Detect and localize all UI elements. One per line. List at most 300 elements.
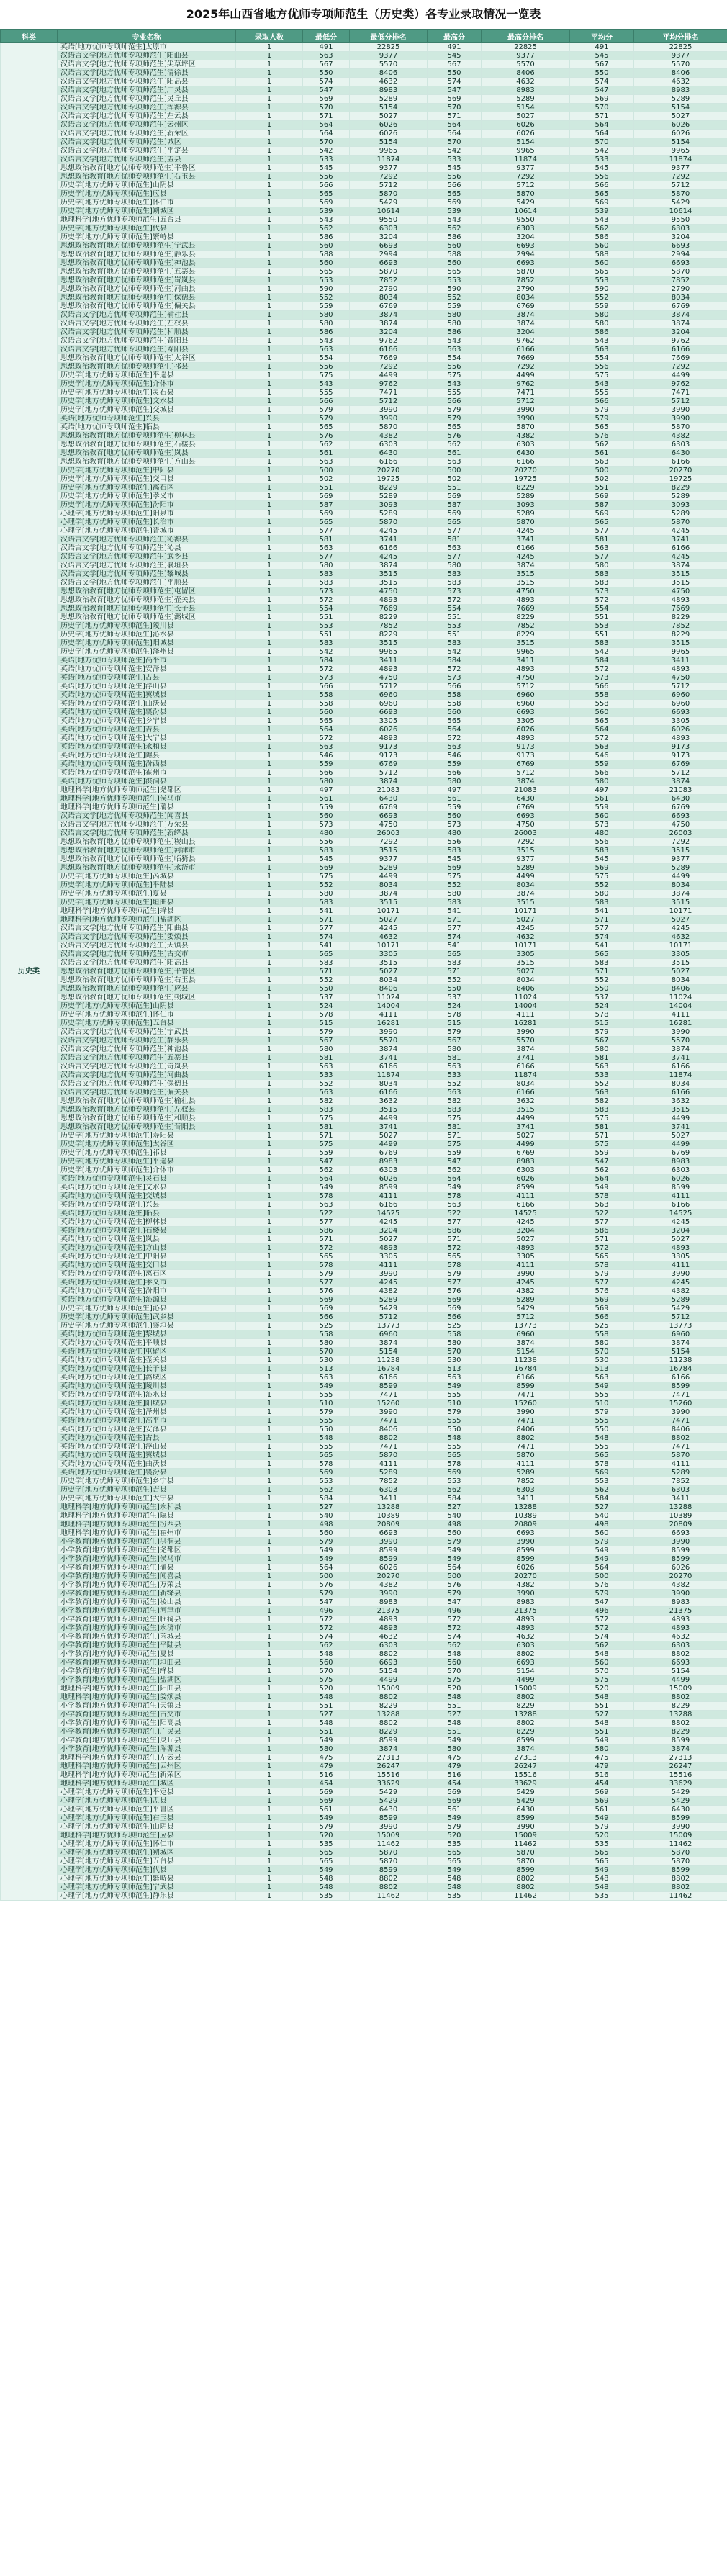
min-score-cell: 577 <box>303 1218 350 1227</box>
max-score-cell: 564 <box>428 726 482 734</box>
header-cell: 最低分排名 <box>350 30 428 43</box>
avg-score-cell: 541 <box>570 907 634 916</box>
min-score-cell: 563 <box>303 1089 350 1097</box>
max-rank-cell: 6166 <box>482 346 570 354</box>
table-row <box>1 1322 727 1330</box>
table-row <box>1 1443 727 1451</box>
major-cell: 汉语言文学[地方优师专项师范生]万荣县 <box>58 821 236 829</box>
avg-score-cell: 559 <box>570 760 634 769</box>
table-row <box>1 1693 727 1702</box>
avg-score-cell: 543 <box>570 380 634 389</box>
min-rank-cell: 5154 <box>350 1667 428 1676</box>
avg-score-cell: 564 <box>570 1175 634 1184</box>
max-score-cell: 549 <box>428 1814 482 1823</box>
count-cell: 1 <box>236 484 303 492</box>
min-rank-cell: 6026 <box>350 121 428 130</box>
max-score-cell: 565 <box>428 1857 482 1866</box>
major-cell: 小学教育[地方优师专项师范生]夏县 <box>58 1650 236 1659</box>
min-score-cell: 569 <box>303 1305 350 1313</box>
major-cell: 汉语言文学[地方优师专项师范生]灵丘县 <box>58 95 236 104</box>
count-cell: 1 <box>236 1391 303 1400</box>
avg-rank-cell: 8802 <box>634 1693 727 1702</box>
major-cell: 汉语言文学[地方优师专项师范生]武乡县 <box>58 553 236 562</box>
min-score-cell: 516 <box>303 1771 350 1780</box>
count-cell: 1 <box>236 1382 303 1391</box>
avg-rank-cell: 4893 <box>634 665 727 674</box>
max-score-cell: 580 <box>428 562 482 570</box>
min-rank-cell: 5870 <box>350 1849 428 1857</box>
max-rank-cell: 5027 <box>482 968 570 976</box>
avg-score-cell: 580 <box>570 778 634 786</box>
max-rank-cell: 7292 <box>482 173 570 181</box>
max-rank-cell: 5027 <box>482 1235 570 1244</box>
count-cell: 1 <box>236 1486 303 1495</box>
avg-score-cell: 586 <box>570 328 634 337</box>
major-cell: 历史学[地方优师专项师范生]平陆县 <box>58 881 236 890</box>
max-rank-cell: 6430 <box>482 795 570 803</box>
major-cell: 思想政治教育[地方优师专项师范生]左权县 <box>58 1106 236 1114</box>
avg-rank-cell: 8599 <box>634 1546 727 1555</box>
count-cell: 1 <box>236 1590 303 1598</box>
table-row <box>1 544 727 553</box>
min-score-cell: 565 <box>303 717 350 726</box>
avg-rank-cell: 7471 <box>634 1391 727 1400</box>
count-cell: 1 <box>236 320 303 328</box>
min-score-cell: 560 <box>303 812 350 821</box>
min-rank-cell: 4893 <box>350 665 428 674</box>
max-score-cell: 551 <box>428 1702 482 1711</box>
max-rank-cell: 5870 <box>482 423 570 432</box>
max-rank-cell: 7669 <box>482 354 570 363</box>
avg-rank-cell: 4632 <box>634 1633 727 1641</box>
min-rank-cell: 16784 <box>350 1365 428 1374</box>
count-cell: 1 <box>236 959 303 968</box>
min-rank-cell: 13773 <box>350 1322 428 1330</box>
min-score-cell: 569 <box>303 95 350 104</box>
min-score-cell: 520 <box>303 1832 350 1840</box>
count-cell: 1 <box>236 328 303 337</box>
table-row <box>1 242 727 251</box>
min-score-cell: 551 <box>303 631 350 639</box>
max-score-cell: 569 <box>428 510 482 518</box>
count-cell: 1 <box>236 510 303 518</box>
max-score-cell: 572 <box>428 1624 482 1633</box>
table-row <box>1 1814 727 1823</box>
min-score-cell: 548 <box>303 1875 350 1883</box>
major-cell: 英语[地方优师专项师范生]阳城县 <box>58 1400 236 1408</box>
table-row <box>1 95 727 104</box>
major-cell: 英语[地方优师专项师范生]高平市 <box>58 1417 236 1426</box>
major-cell: 思想政治教育[地方优师专项师范生]和顺县 <box>58 1114 236 1123</box>
avg-score-cell: 577 <box>570 553 634 562</box>
count-cell: 1 <box>236 449 303 458</box>
avg-rank-cell: 6693 <box>634 1529 727 1538</box>
avg-rank-cell: 3305 <box>634 950 727 959</box>
min-rank-cell: 6026 <box>350 130 428 138</box>
max-rank-cell: 4750 <box>482 821 570 829</box>
table-row <box>1 933 727 942</box>
max-rank-cell: 4245 <box>482 1279 570 1287</box>
count-cell: 1 <box>236 968 303 976</box>
min-rank-cell: 6166 <box>350 544 428 553</box>
table-row <box>1 1832 727 1840</box>
table-row <box>1 1616 727 1624</box>
table-row <box>1 199 727 207</box>
avg-score-cell: 548 <box>570 1650 634 1659</box>
max-score-cell: 575 <box>428 873 482 881</box>
header-cell: 录取人数 <box>236 30 303 43</box>
count-cell: 1 <box>236 518 303 527</box>
avg-rank-cell: 4245 <box>634 527 727 536</box>
major-cell: 小学教育[地方优师专项师范生]蒲县 <box>58 1564 236 1572</box>
min-score-cell: 583 <box>303 847 350 855</box>
table-row <box>1 423 727 432</box>
max-score-cell: 558 <box>428 1330 482 1339</box>
avg-score-cell: 579 <box>570 1538 634 1546</box>
table-row <box>1 1089 727 1097</box>
major-cell: 历史学[地方优师专项师范生]乡宁县 <box>58 1477 236 1486</box>
avg-score-cell: 567 <box>570 60 634 69</box>
count-cell: 1 <box>236 1426 303 1434</box>
min-rank-cell: 5712 <box>350 1313 428 1322</box>
avg-rank-cell: 3990 <box>634 406 727 415</box>
table-row <box>1 1114 727 1123</box>
max-score-cell: 479 <box>428 1762 482 1771</box>
header-cell: 最高分排名 <box>482 30 570 43</box>
major-cell: 地理科学[地方优师专项师范生]蒲县 <box>58 803 236 812</box>
major-cell: 心理学[地方优师专项师范生]盂县 <box>58 1797 236 1806</box>
min-score-cell: 587 <box>303 501 350 510</box>
table-row <box>1 976 727 985</box>
avg-rank-cell: 3632 <box>634 1097 727 1106</box>
avg-score-cell: 553 <box>570 1477 634 1486</box>
major-cell: 历史学[地方优师专项师范生]山阴县 <box>58 181 236 190</box>
count-cell: 1 <box>236 1564 303 1572</box>
avg-rank-cell: 6769 <box>634 302 727 311</box>
major-cell: 历史学[地方优师专项师范生]朔城区 <box>58 207 236 216</box>
avg-rank-cell: 4245 <box>634 553 727 562</box>
avg-rank-cell: 4111 <box>634 1192 727 1201</box>
count-cell: 1 <box>236 1434 303 1443</box>
count-cell: 1 <box>236 441 303 449</box>
table-row <box>1 1244 727 1253</box>
min-score-cell: 579 <box>303 1538 350 1546</box>
count-cell: 1 <box>236 1261 303 1270</box>
major-cell: 地理科学[地方优师专项师范生]城区 <box>58 1780 236 1788</box>
table-row <box>1 596 727 605</box>
max-score-cell: 558 <box>428 691 482 700</box>
max-score-cell: 565 <box>428 1253 482 1261</box>
table-row <box>1 1192 727 1201</box>
table-row <box>1 1080 727 1089</box>
avg-rank-cell: 4893 <box>634 734 727 743</box>
min-rank-cell: 4632 <box>350 933 428 942</box>
major-cell: 小学教育[地方优师专项师范生]阳高县 <box>58 1719 236 1728</box>
min-rank-cell: 2994 <box>350 251 428 259</box>
avg-score-cell: 580 <box>570 890 634 899</box>
count-cell: 1 <box>236 683 303 691</box>
max-score-cell: 559 <box>428 302 482 311</box>
header-cell: 最高分 <box>428 30 482 43</box>
max-score-cell: 522 <box>428 1210 482 1218</box>
min-score-cell: 556 <box>303 173 350 181</box>
count-cell: 1 <box>236 216 303 225</box>
max-rank-cell: 8599 <box>482 1866 570 1875</box>
min-rank-cell: 11024 <box>350 994 428 1002</box>
min-rank-cell: 8034 <box>350 294 428 302</box>
min-rank-cell: 4893 <box>350 1244 428 1253</box>
min-rank-cell: 7292 <box>350 173 428 181</box>
min-rank-cell: 3874 <box>350 320 428 328</box>
header-cell: 平均分 <box>570 30 634 43</box>
min-score-cell: 475 <box>303 1754 350 1762</box>
table-row <box>1 1771 727 1780</box>
page-title: 2025年山西省地方优师专项师范生（历史类）各专业录取情况一览表 <box>186 7 541 21</box>
avg-rank-cell: 5027 <box>634 1132 727 1140</box>
min-score-cell: 578 <box>303 1261 350 1270</box>
max-rank-cell: 5429 <box>482 1305 570 1313</box>
max-rank-cell: 7471 <box>482 1417 570 1426</box>
avg-rank-cell: 16784 <box>634 1365 727 1374</box>
avg-rank-cell: 6430 <box>634 795 727 803</box>
table-row <box>1 631 727 639</box>
min-rank-cell: 7669 <box>350 605 428 613</box>
major-cell: 心理学[地方优师专项师范生]晋城市 <box>58 527 236 536</box>
major-cell: 汉语言文学[地方优师专项师范生]偏关县 <box>58 1089 236 1097</box>
min-rank-cell: 20270 <box>350 1572 428 1581</box>
max-rank-cell: 8802 <box>482 1693 570 1702</box>
min-rank-cell: 6303 <box>350 1641 428 1650</box>
major-cell: 历史学[地方优师专项师范生]中阳县 <box>58 467 236 475</box>
major-cell: 汉语言文学[地方优师专项师范生]云州区 <box>58 121 236 130</box>
avg-rank-cell: 5289 <box>634 1296 727 1305</box>
max-rank-cell: 8599 <box>482 1555 570 1564</box>
major-cell: 心理学[地方优师专项师范生]阳泉市 <box>58 510 236 518</box>
count-cell: 1 <box>236 631 303 639</box>
min-rank-cell: 11874 <box>350 156 428 164</box>
max-score-cell: 540 <box>428 1512 482 1521</box>
max-rank-cell: 2994 <box>482 251 570 259</box>
min-score-cell: 571 <box>303 112 350 121</box>
avg-rank-cell: 4893 <box>634 1244 727 1253</box>
min-rank-cell: 8802 <box>350 1875 428 1883</box>
major-cell: 思想政治教育[地方优师专项师范生]柳林县 <box>58 432 236 441</box>
min-score-cell: 563 <box>303 743 350 752</box>
count-cell: 1 <box>236 95 303 104</box>
max-rank-cell: 5289 <box>482 492 570 501</box>
major-cell: 历史学[地方优师专项师范生]夏县 <box>58 890 236 899</box>
max-score-cell: 549 <box>428 1866 482 1875</box>
count-cell: 1 <box>236 415 303 423</box>
min-rank-cell: 9377 <box>350 855 428 864</box>
min-score-cell: 552 <box>303 976 350 985</box>
avg-score-cell: 555 <box>570 389 634 397</box>
min-score-cell: 543 <box>303 337 350 346</box>
avg-rank-cell: 3874 <box>634 890 727 899</box>
min-rank-cell: 9550 <box>350 216 428 225</box>
major-cell: 思想政治教育[地方优师专项师范生]太谷区 <box>58 354 236 363</box>
max-score-cell: 552 <box>428 1080 482 1089</box>
count-cell: 1 <box>236 1780 303 1788</box>
min-rank-cell: 8599 <box>350 1382 428 1391</box>
min-score-cell: 564 <box>303 1564 350 1572</box>
table-row <box>1 1140 727 1149</box>
max-rank-cell: 6769 <box>482 760 570 769</box>
min-score-cell: 548 <box>303 1693 350 1702</box>
avg-rank-cell: 21375 <box>634 1607 727 1616</box>
count-cell: 1 <box>236 760 303 769</box>
major-cell: 心理学[地方优师专项师范生]繁峙县 <box>58 1875 236 1883</box>
major-cell: 思想政治教育[地方优师专项师范生]临猗县 <box>58 855 236 864</box>
table-row <box>1 890 727 899</box>
max-rank-cell: 8983 <box>482 86 570 95</box>
avg-score-cell: 552 <box>570 881 634 890</box>
min-rank-cell: 5154 <box>350 138 428 147</box>
max-score-cell: 583 <box>428 579 482 587</box>
max-score-cell: 567 <box>428 60 482 69</box>
max-rank-cell: 3741 <box>482 1123 570 1132</box>
min-score-cell: 571 <box>303 1132 350 1140</box>
major-cell: 汉语言文学[地方优师专项师范生]五寨县 <box>58 1054 236 1063</box>
max-rank-cell: 5570 <box>482 60 570 69</box>
max-score-cell: 497 <box>428 786 482 795</box>
min-rank-cell: 6769 <box>350 760 428 769</box>
min-rank-cell: 3990 <box>350 1538 428 1546</box>
max-rank-cell: 5289 <box>482 510 570 518</box>
avg-rank-cell: 33629 <box>634 1780 727 1788</box>
max-rank-cell: 3515 <box>482 959 570 968</box>
major-cell: 心理学[地方优师专项师范生]长治市 <box>58 518 236 527</box>
avg-score-cell: 562 <box>570 1166 634 1175</box>
min-score-cell: 498 <box>303 1521 350 1529</box>
avg-score-cell: 569 <box>570 864 634 873</box>
max-rank-cell: 4632 <box>482 1633 570 1641</box>
max-score-cell: 570 <box>428 138 482 147</box>
avg-rank-cell: 7471 <box>634 389 727 397</box>
max-rank-cell: 7292 <box>482 838 570 847</box>
min-rank-cell: 3874 <box>350 562 428 570</box>
avg-score-cell: 576 <box>570 1287 634 1296</box>
count-cell: 1 <box>236 1166 303 1175</box>
max-score-cell: 515 <box>428 1019 482 1028</box>
avg-score-cell: 573 <box>570 674 634 683</box>
avg-rank-cell: 3305 <box>634 717 727 726</box>
avg-score-cell: 569 <box>570 1788 634 1797</box>
table-row <box>1 181 727 190</box>
max-rank-cell: 21375 <box>482 1607 570 1616</box>
table-row <box>1 855 727 864</box>
min-score-cell: 572 <box>303 734 350 743</box>
min-rank-cell: 26003 <box>350 829 428 838</box>
max-score-cell: 571 <box>428 916 482 924</box>
max-rank-cell: 4111 <box>482 1192 570 1201</box>
max-rank-cell: 3874 <box>482 311 570 320</box>
min-score-cell: 565 <box>303 518 350 527</box>
table-row <box>1 1633 727 1641</box>
count-cell: 1 <box>236 1633 303 1641</box>
avg-rank-cell: 3874 <box>634 320 727 328</box>
major-cell: 汉语言文学[地方优师专项师范生]左权县 <box>58 320 236 328</box>
max-score-cell: 569 <box>428 1296 482 1305</box>
count-cell: 1 <box>236 605 303 613</box>
avg-score-cell: 583 <box>570 1106 634 1114</box>
avg-rank-cell: 14004 <box>634 1002 727 1011</box>
major-cell: 历史学[地方优师专项师范生]介休市 <box>58 380 236 389</box>
table-row <box>1 1685 727 1693</box>
table-row <box>1 492 727 501</box>
count-cell: 1 <box>236 890 303 899</box>
min-score-cell: 563 <box>303 458 350 467</box>
avg-rank-cell: 7292 <box>634 838 727 847</box>
min-score-cell: 547 <box>303 1598 350 1607</box>
count-cell: 1 <box>236 1503 303 1512</box>
min-score-cell: 581 <box>303 1054 350 1063</box>
avg-score-cell: 576 <box>570 1581 634 1590</box>
avg-score-cell: 566 <box>570 1313 634 1322</box>
max-rank-cell: 11874 <box>482 156 570 164</box>
table-row <box>1 156 727 164</box>
count-cell: 1 <box>236 881 303 890</box>
max-score-cell: 566 <box>428 181 482 190</box>
table-row <box>1 1218 727 1227</box>
max-rank-cell: 5289 <box>482 1469 570 1477</box>
max-rank-cell: 8034 <box>482 881 570 890</box>
major-cell: 汉语言文学[地方优师专项师范生]寿阳县 <box>58 346 236 354</box>
min-rank-cell: 8229 <box>350 484 428 492</box>
max-score-cell: 570 <box>428 1348 482 1356</box>
major-cell: 汉语言文学[地方优师专项师范生]平定县 <box>58 147 236 156</box>
table-row <box>1 328 727 337</box>
count-cell: 1 <box>236 60 303 69</box>
avg-score-cell: 555 <box>570 1443 634 1451</box>
avg-rank-cell: 13773 <box>634 1322 727 1330</box>
min-score-cell: 549 <box>303 1546 350 1555</box>
max-rank-cell: 15009 <box>482 1685 570 1693</box>
table-row <box>1 52 727 60</box>
max-rank-cell: 6960 <box>482 1330 570 1339</box>
count-cell: 1 <box>236 873 303 881</box>
count-cell: 1 <box>236 1270 303 1279</box>
max-rank-cell: 8229 <box>482 1702 570 1711</box>
table-row <box>1 1270 727 1279</box>
avg-score-cell: 566 <box>570 397 634 406</box>
table-row <box>1 1296 727 1305</box>
avg-rank-cell: 9762 <box>634 380 727 389</box>
max-score-cell: 577 <box>428 924 482 933</box>
major-cell: 英语[地方优师专项师范生]翼城县 <box>58 1451 236 1460</box>
min-rank-cell: 5027 <box>350 916 428 924</box>
table-row <box>1 380 727 389</box>
max-score-cell: 565 <box>428 1451 482 1460</box>
avg-score-cell: 542 <box>570 648 634 657</box>
avg-score-cell: 496 <box>570 1607 634 1616</box>
max-rank-cell: 26003 <box>482 829 570 838</box>
min-rank-cell: 5429 <box>350 1788 428 1797</box>
table-row <box>1 311 727 320</box>
major-cell: 思想政治教育[地方优师专项师范生]偏关县 <box>58 302 236 311</box>
min-score-cell: 562 <box>303 225 350 233</box>
min-rank-cell: 9377 <box>350 52 428 60</box>
max-rank-cell: 8802 <box>482 1875 570 1883</box>
avg-score-cell: 565 <box>570 518 634 527</box>
avg-score-cell: 549 <box>570 1555 634 1564</box>
major-cell: 英语[地方优师专项师范生]太原市 <box>58 43 236 52</box>
avg-score-cell: 573 <box>570 587 634 596</box>
table-row <box>1 371 727 380</box>
major-cell: 小学教育[地方优师专项师范生]灵丘县 <box>58 1737 236 1745</box>
min-rank-cell: 9173 <box>350 743 428 752</box>
avg-score-cell: 556 <box>570 838 634 847</box>
